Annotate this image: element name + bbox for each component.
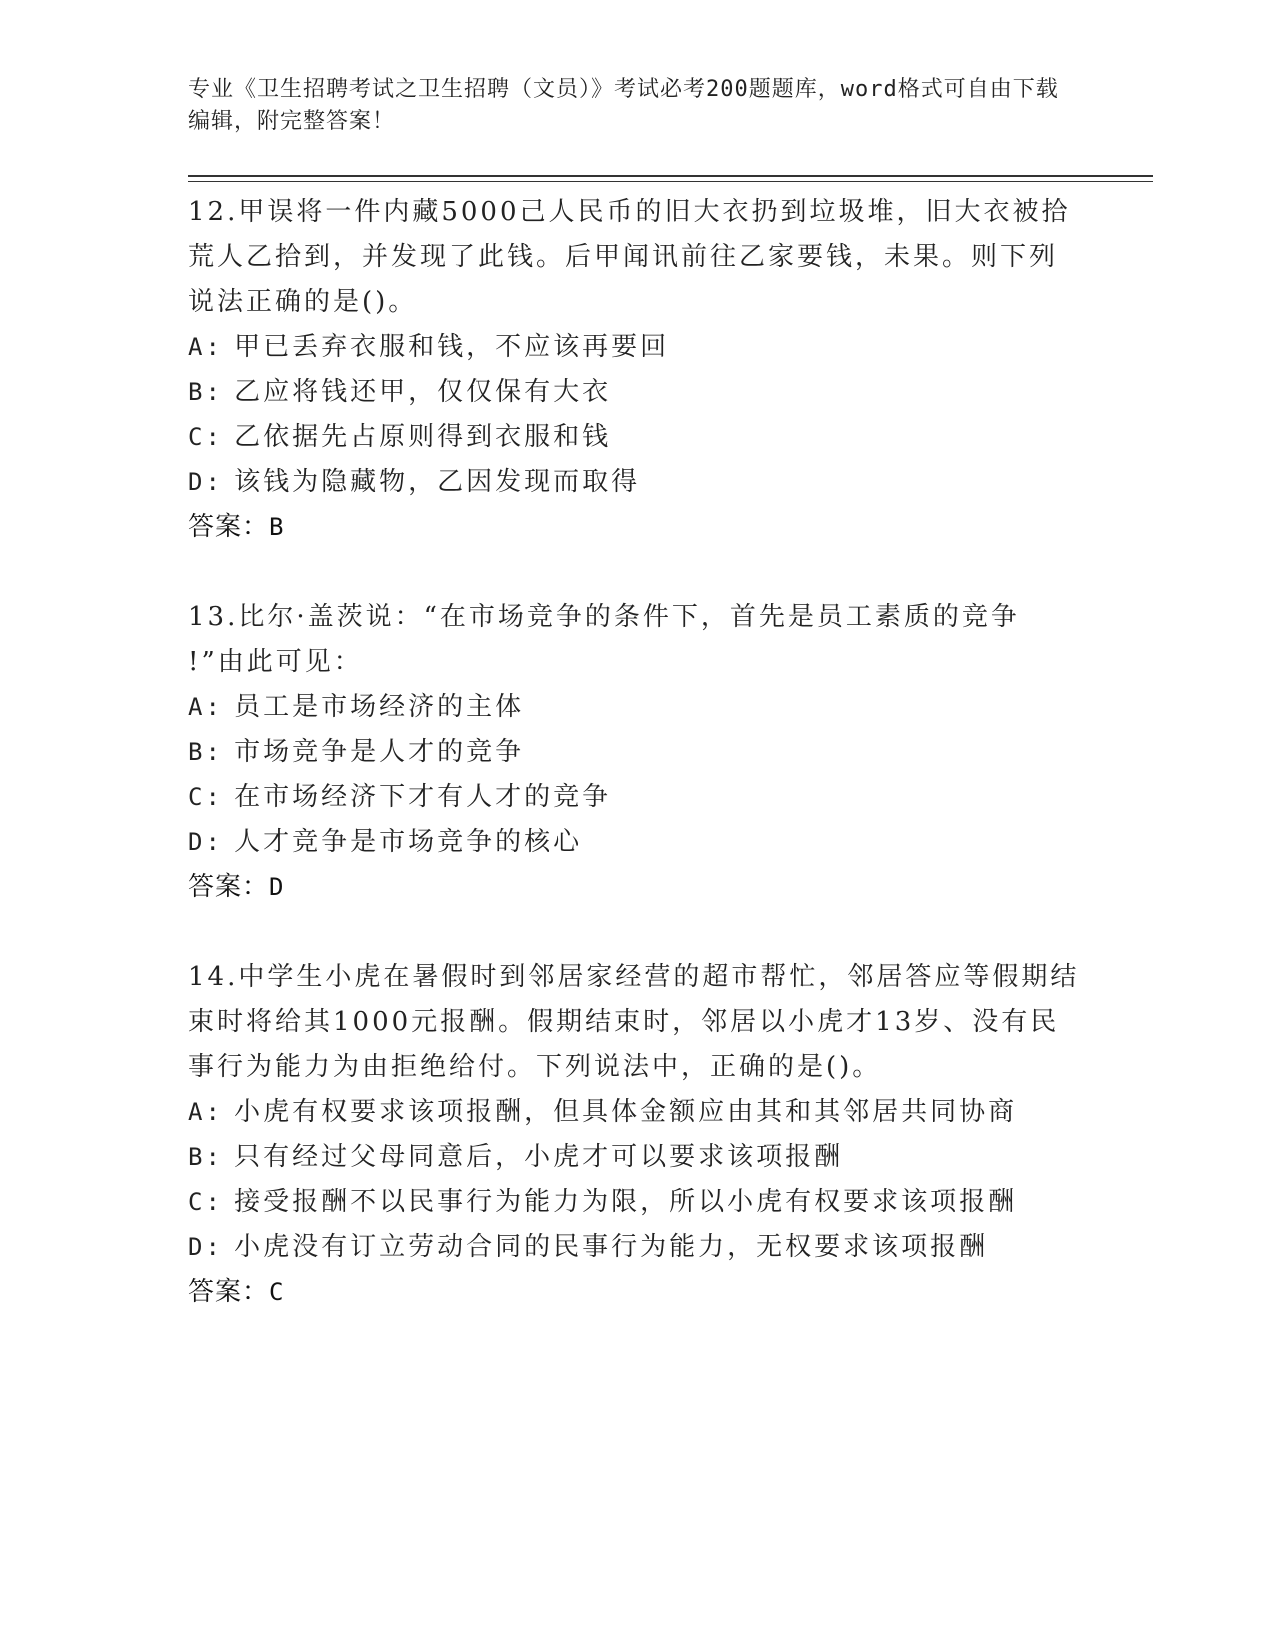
question-stem-line: 12.甲误将一件内藏5000己人民币的旧大衣扔到垃圾堆，旧大衣被拾 bbox=[188, 197, 1071, 227]
header-rule-thin bbox=[188, 181, 1153, 182]
question-stem-line: 13.比尔·盖茨说：“在市场竞争的条件下，首先是员工素质的竞争 bbox=[188, 602, 1020, 632]
option-letter: C: bbox=[188, 1188, 223, 1216]
question-spacer bbox=[188, 550, 1088, 595]
question-stem-line: 荒人乙拾到，并发现了此钱。后甲闻讯前往乙家要钱，未果。则下列 bbox=[188, 242, 1059, 272]
option-text: 人才竞争是市场竞争的核心 bbox=[234, 827, 583, 857]
answer-label: 答案： bbox=[188, 1277, 270, 1307]
option-a bbox=[188, 685, 1088, 730]
question-stem-line: 14.中学生小虎在暑假时到邻居家经营的超市帮忙，邻居答应等假期结 bbox=[188, 962, 1080, 992]
option-text: 该钱为隐藏物，乙因发现而取得 bbox=[234, 467, 641, 497]
option-b bbox=[188, 370, 1088, 415]
answer-value: C bbox=[269, 1278, 285, 1306]
option-letter: A: bbox=[188, 693, 223, 721]
answer-value: D bbox=[269, 873, 285, 901]
option-b bbox=[188, 730, 1088, 775]
answer bbox=[188, 865, 1088, 910]
option-text: 接受报酬不以民事行为能力为限，所以小虎有权要求该项报酬 bbox=[234, 1187, 1018, 1217]
option-text: 只有经过父母同意后，小虎才可以要求该项报酬 bbox=[234, 1142, 844, 1172]
option-d bbox=[188, 1225, 1088, 1270]
option-letter: D: bbox=[188, 468, 223, 496]
option-a bbox=[188, 1090, 1088, 1135]
option-text: 员工是市场经济的主体 bbox=[234, 692, 525, 722]
document-header: 专业《卫生招聘考试之卫生招聘（文员）》考试必考200题题库，word格式可自由下载编辑，附完整答案！ bbox=[188, 77, 1059, 134]
answer-value: B bbox=[269, 513, 285, 541]
answer-label: 答案： bbox=[188, 872, 270, 902]
option-letter: C: bbox=[188, 783, 223, 811]
question-13 bbox=[188, 595, 1088, 910]
question-list bbox=[188, 190, 1088, 1315]
question-stem-line: 说法正确的是()。 bbox=[188, 287, 418, 317]
option-text: 小虎没有订立劳动合同的民事行为能力，无权要求该项报酬 bbox=[234, 1232, 989, 1262]
question-spacer bbox=[188, 910, 1088, 955]
option-text: 甲已丢弃衣服和钱，不应该再要回 bbox=[234, 332, 670, 362]
answer bbox=[188, 1270, 1088, 1315]
option-text: 在市场经济下才有人才的竞争 bbox=[234, 782, 612, 812]
option-text: 小虎有权要求该项报酬，但具体金额应由其和其邻居共同协商 bbox=[234, 1097, 1018, 1127]
option-letter: B: bbox=[188, 1143, 223, 1171]
option-text: 市场竞争是人才的竞争 bbox=[234, 737, 525, 767]
header-rule-thick bbox=[188, 175, 1153, 177]
option-letter: B: bbox=[188, 378, 223, 406]
option-letter: C: bbox=[188, 423, 223, 451]
option-letter: B: bbox=[188, 738, 223, 766]
option-letter: A: bbox=[188, 333, 223, 361]
option-letter: D: bbox=[188, 828, 223, 856]
question-stem-line: !”由此可见： bbox=[188, 647, 363, 677]
question-12 bbox=[188, 190, 1088, 550]
option-letter: A: bbox=[188, 1098, 223, 1126]
option-c bbox=[188, 775, 1088, 820]
option-c bbox=[188, 1180, 1088, 1225]
option-d bbox=[188, 820, 1088, 865]
option-a bbox=[188, 325, 1088, 370]
option-d bbox=[188, 460, 1088, 505]
option-text: 乙依据先占原则得到衣服和钱 bbox=[234, 422, 612, 452]
option-c bbox=[188, 415, 1088, 460]
question-stem-line: 事行为能力为由拒绝给付。下列说法中，正确的是()。 bbox=[188, 1052, 882, 1082]
option-b bbox=[188, 1135, 1088, 1180]
answer-label: 答案： bbox=[188, 512, 270, 542]
question-stem-line: 束时将给其1000元报酬。假期结束时，邻居以小虎才13岁、没有民 bbox=[188, 1007, 1060, 1037]
answer bbox=[188, 505, 1088, 550]
option-text: 乙应将钱还甲，仅仅保有大衣 bbox=[234, 377, 612, 407]
question-14 bbox=[188, 955, 1088, 1315]
option-letter: D: bbox=[188, 1233, 223, 1261]
